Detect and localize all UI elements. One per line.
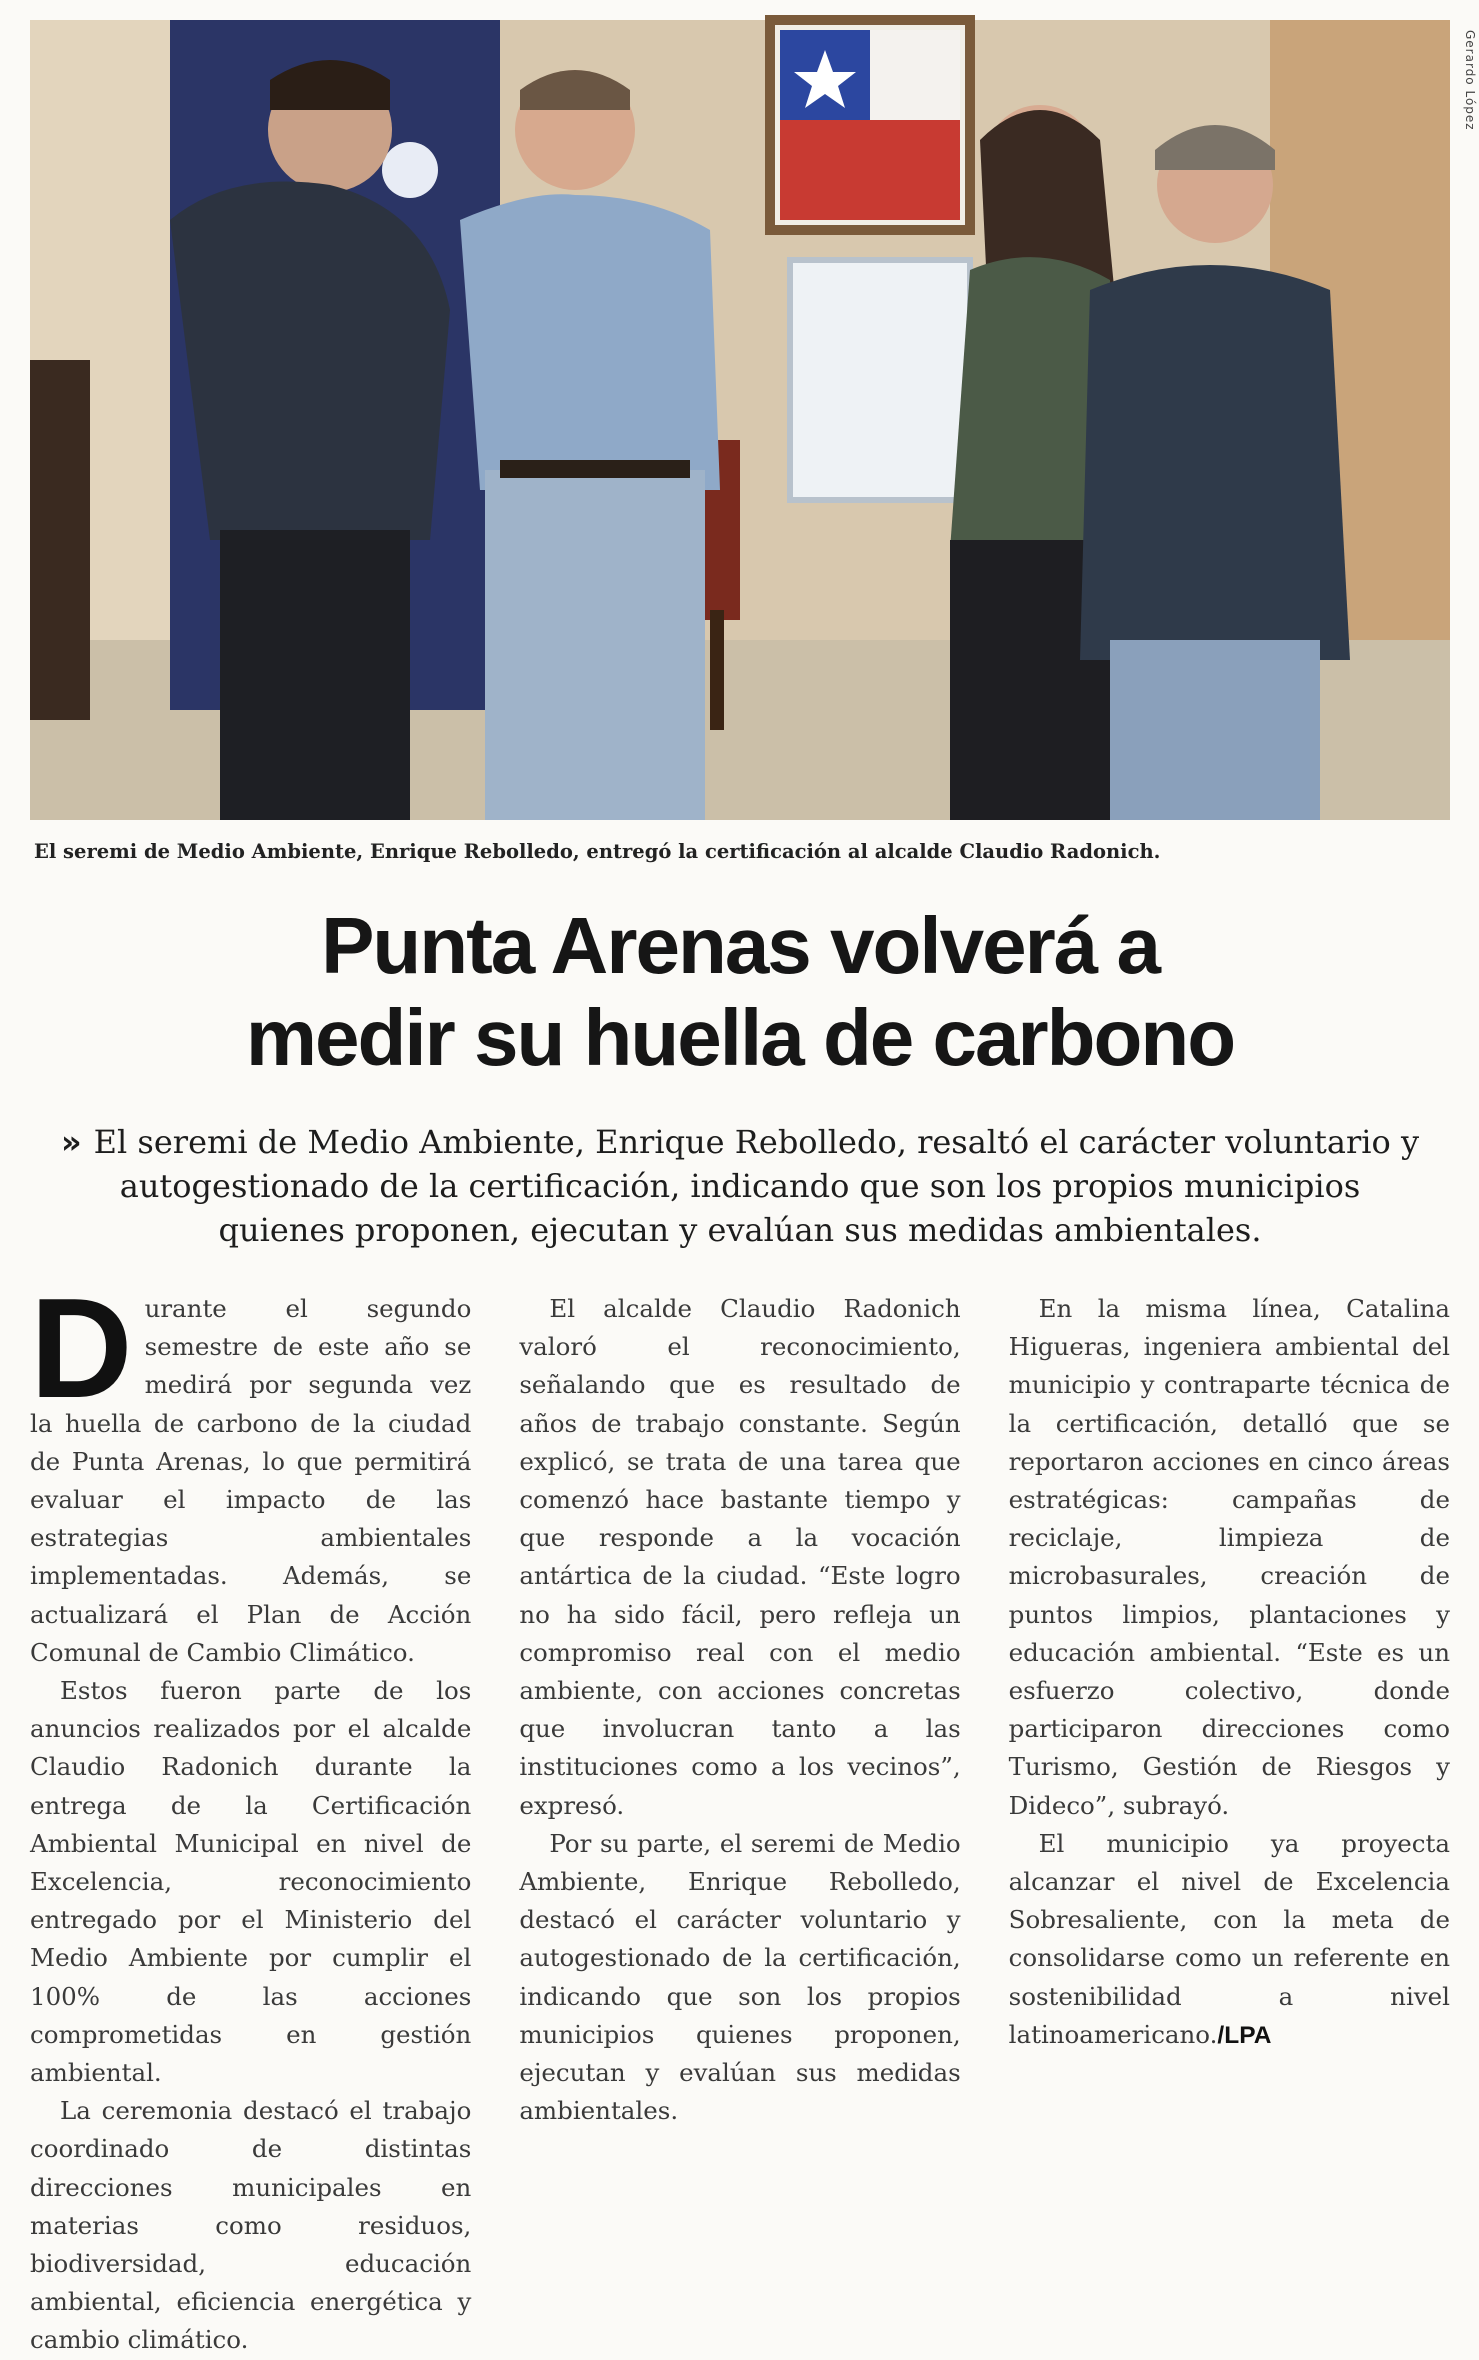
paragraph: El municipio ya proyecta alcanzar el nivel de Excelencia Sobresaliente, con la meta de consolidarse como un referente en sostenibilidad a nivel latinoamericano./LPA [1008, 1828, 1450, 2049]
photo-caption: El seremi de Medio Ambiente, Enrique Rebolledo, entregó la certificación al alcalde Claudio Radonich. [34, 840, 1161, 863]
paragraph-text: urante el segundo semestre de este año se medirá por segunda vez la huella de carbono de la ciudad de Punta Arenas, lo que permitirá evaluar el impacto de las estrategias ambientales implementadas. Además, se actualizará el Plan de Acción Comunal de Cambio Climático. [30, 1294, 472, 1667]
headline-line-2: medir su huella de carbono [245, 993, 1235, 1082]
headline-line-1: Punta Arenas volverá a [321, 901, 1159, 990]
paragraph [30, 1269, 472, 1672]
article-body [30, 1269, 1450, 2355]
drop-cap: D [30, 1269, 133, 1428]
deck [60, 1120, 1420, 1252]
author-signature: /LPA [1217, 2021, 1272, 2049]
column-1 [30, 1269, 472, 2355]
column-2 [519, 1290, 960, 2195]
chevron-right-icon: » [60, 1123, 82, 1161]
headline [30, 900, 1450, 1084]
paragraph: Estos fueron parte de los anuncios realizados por el alcalde Claudio Radonich durante la entrega de la Certificación Ambiental Municipal en nivel de Excelencia, reconocimiento entregado por el Ministerio del Medio Ambiente por cumplir el 100% de las acciones comprometidas en gestión ambiental. [30, 1676, 472, 2088]
paragraph: El alcalde Claudio Radonich valoró el reconocimiento, señalando que es resultado de años de trabajo constante. Según explicó, se trata de una tarea que comenzó hace bastante tiempo y que responde a la vocación antártica de la ciudad. “Este logro no ha sido fácil, pero refleja un compromiso real con el medio ambiente, con acciones concretas que involucran tanto a las instituciones como a los vecinos”, expresó. [519, 1294, 961, 1820]
column-3 [1009, 1290, 1450, 2195]
article-photo [30, 20, 1450, 820]
paragraph: La ceremonia destacó el trabajo coordinado de distintas direcciones municipales en materias como residuos, biodiversidad, educación ambiental, eficiencia energética y cambio climático. [30, 2096, 472, 2355]
photo-credit: Gerardo López [1463, 30, 1477, 131]
deck-text: El seremi de Medio Ambiente, Enrique Rebolledo, resaltó el carácter voluntario y autogestionado de la certificación, indicando que son los propios municipios quienes proponen, ejecutan y evalúan sus medidas ambientales. [93, 1123, 1420, 1249]
photo-illustration [30, 20, 1450, 820]
paragraph: Por su parte, el seremi de Medio Ambiente, Enrique Rebolledo, destacó el carácter voluntario y autogestionado de la certificación, indicando que son los propios municipios quienes proponen, ejecutan y evalúan sus medidas ambientales. [519, 1828, 961, 2126]
paragraph: En la misma línea, Catalina Higueras, ingeniera ambiental del municipio y contraparte técnica de la certificación, detalló que se reportaron acciones en cinco áreas estratégicas: campañas de reciclaje, limpieza de microbasurales, creación de puntos limpios, plantaciones y educación ambiental. “Este es un esfuerzo colectivo, donde participaron direcciones como Turismo, Gestión de Riesgos y Dideco”, subrayó. [1008, 1294, 1450, 1820]
